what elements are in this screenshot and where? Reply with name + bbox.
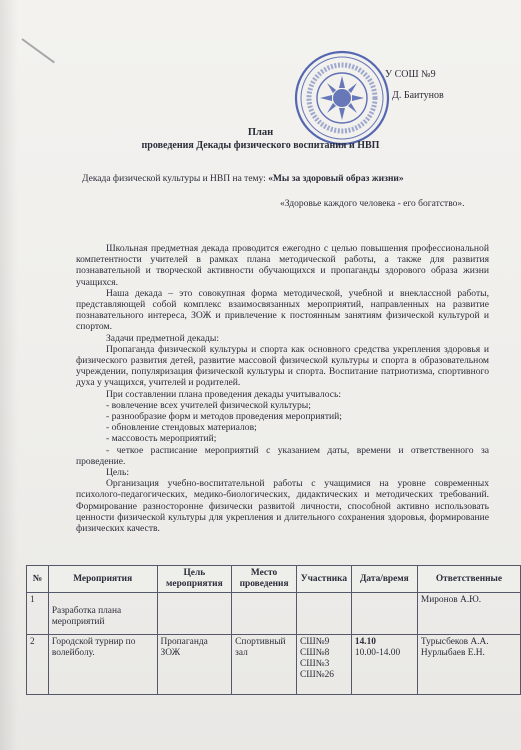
header-goal: Цель мероприятия (157, 566, 232, 593)
goal-heading: Цель: (106, 467, 130, 479)
epigraph: «Здоровье каждого человека - его богатство». (280, 199, 465, 209)
document-title: План (247, 127, 274, 138)
paragraph-description: Наша декада – это совокупная форма методической, учебной и внеклассной работы, представляющей собой комплекс взаимосвязанных мероприятий, направленных на развитие познавательного интереса, ЗОЖ и привлечение к постоянным занятиям физической культурой и спортом. (76, 287, 489, 333)
cell-date: 14.10 (354, 637, 376, 647)
cell-date-time (351, 635, 417, 695)
considered-heading: При составлении плана проведения декады учитывалось: (106, 388, 342, 400)
list-item: - обновление стендовых материалов; (106, 422, 257, 434)
table-row (27, 593, 521, 635)
header-participants: Участника (296, 566, 351, 593)
list-item: - вовлечение всех учителей физической культуры; (106, 399, 311, 411)
decade-topic (82, 175, 404, 185)
tasks-heading: Задачи предметной декады: (106, 332, 220, 344)
cell-place (232, 593, 297, 635)
header-number: № (27, 566, 49, 593)
cell-place: Спортивный зал (232, 635, 297, 695)
page-shadow (0, 0, 18, 750)
cell-goal (157, 593, 232, 635)
table-row (27, 635, 521, 695)
paragraph-tasks: Пропаганда физической культуры и спорта как основного средства укрепления здоровья и физического развития детей, развитие массовой физической культуры и спорта в образовательном учреждении, популяризация физической культуры и спорта. Воспитание патриотизма, спортивного духа у учащихся, учителей и родителей. (76, 343, 489, 389)
cell-date-time (351, 593, 417, 635)
cell-time: 10.00-14.00 (354, 648, 401, 658)
cell-responsible: Турысбеков А.А. Нурлыбаев Е.Н. (417, 635, 520, 695)
cell-goal: Пропаганда ЗОЖ (157, 635, 232, 695)
signature-name: Д. Баитунов (392, 90, 444, 101)
header-responsible: Ответственные (417, 566, 520, 593)
events-table (26, 565, 521, 695)
body-text (76, 243, 489, 534)
cell-number: 2 (27, 635, 49, 695)
cell-number: 1 (27, 593, 49, 635)
table-header-row (27, 566, 521, 593)
list-item: - разнообразие форм и методов проведения мероприятий; (106, 411, 342, 423)
cell-responsible: Миронов А.Ю. (417, 593, 520, 635)
header-place: Место проведения (232, 566, 297, 593)
cell-event: Городской турнир по волейболу. (48, 635, 157, 695)
list-item-last: - четкое расписание мероприятий с указанием даты, времени и ответственного за проведение. (76, 444, 489, 467)
approval-line: У СОШ №9 (385, 69, 436, 80)
paragraph-goal: Организация учебно-воспитательной работы с учащимися на уровне современных психолого-педагогических, медико-биологических, дидактических и методических требований. Формирование разносторонне физически развитой личности, способной активно использовать ценности физической культуры для укрепления и длительного сохранения здоровья, формирование физических качеств. (76, 478, 489, 535)
cell-participants: СШ№9 СШ№8 СШ№3 СШ№26 (296, 635, 351, 695)
cell-participants (296, 593, 351, 635)
page-fold-mark (21, 38, 55, 63)
document-subtitle: проведения Декады физического воспитания и НВП (141, 140, 380, 151)
list-item: - массовость мероприятий; (106, 433, 217, 445)
topic-prefix: Декада физической культуры и НВП на тему: (82, 174, 269, 184)
paragraph-purpose: Школьная предметная декада проводится ежегодно с целью повышения профессиональной компетентности учителей в рамках плана методической работы, а также для развития познавательной и творческой активности обучающихся и пропаганды здорового образа жизни учащихся. (76, 243, 489, 288)
header-date-time: Дата/время (351, 566, 417, 593)
cell-event: Разработка плана мероприятий (48, 593, 157, 635)
topic-name: «Мы за здоровый образ жизни» (268, 174, 404, 184)
header-events: Мероприятия (48, 566, 157, 593)
